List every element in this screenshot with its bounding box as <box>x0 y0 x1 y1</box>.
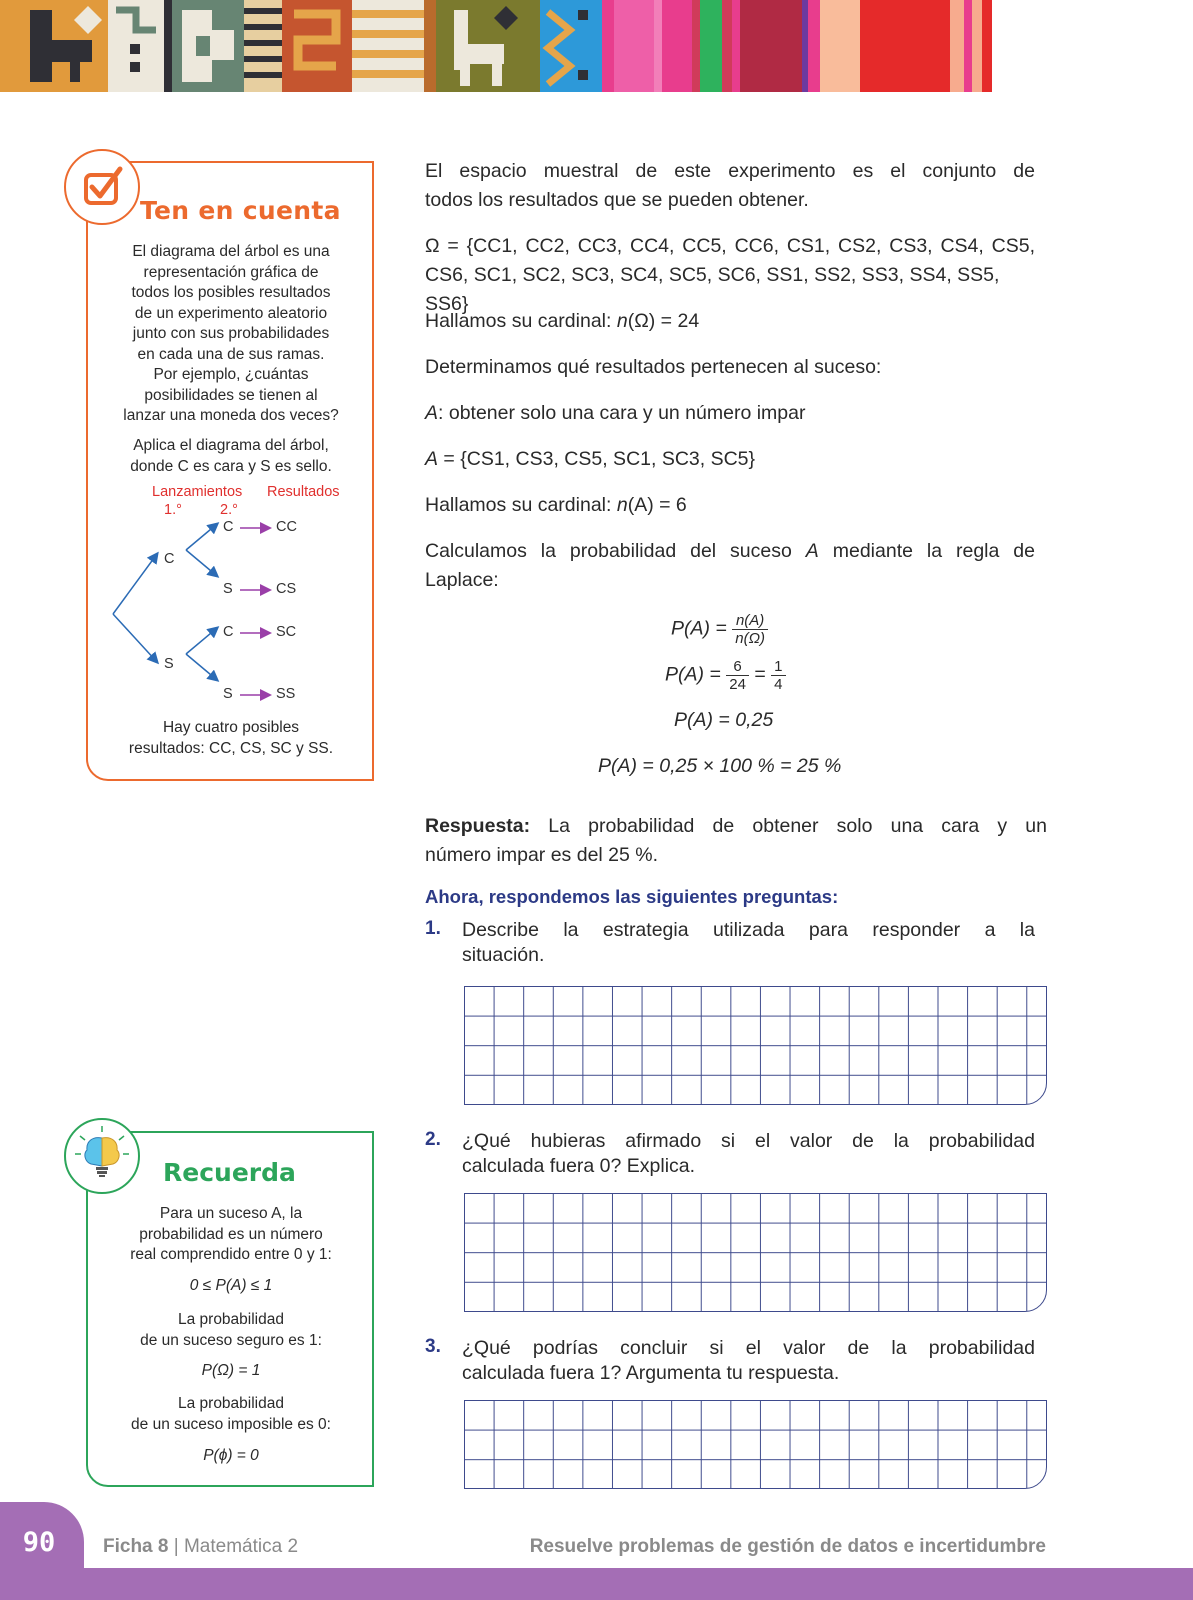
llama-pattern-icon <box>436 0 540 92</box>
brain-lightbulb-icon <box>66 1120 138 1192</box>
sample-space-line-2: CS6, SC1, SC2, SC3, SC4, SC5, SC6, SS1, SS2, SS3, SS4, SS5, SS6} <box>425 264 1000 315</box>
checkbox-check-icon <box>66 151 138 223</box>
tree-result-sc: SC <box>276 624 297 640</box>
question-1-line-2: situación. <box>462 944 545 966</box>
event-set: A = {CS1, CS3, CS5, SC1, SC3, SC5} <box>425 448 756 470</box>
page-number: 90 <box>22 1527 56 1558</box>
tree-result-cc: CC <box>276 519 297 535</box>
pattern-tile <box>352 0 424 92</box>
tip-paragraph-2: Aplica el diagrama del árbol, donde C es cara y S es sello. <box>130 437 332 475</box>
question-3-number: 3. <box>425 1336 441 1357</box>
tip-title: Ten en cuenta <box>140 196 341 225</box>
question-1-line-1: Describe la estrategia utilizada para responder a la <box>462 919 1035 941</box>
tree-node-cc: C <box>223 519 234 535</box>
recuerda-formula-1: 0 ≤ P(A) ≤ 1 <box>189 1277 273 1294</box>
laplace-line-1: Calculamos la probabilidad del suceso A mediante la regla de <box>425 540 1035 562</box>
tree-node-sc: C <box>223 624 234 640</box>
formula-decimal: P(A) = 0,25 <box>674 709 774 731</box>
pattern-tile <box>172 0 244 92</box>
answer-line-1: Respuesta: La probabilidad de obtener solo una cara y un <box>425 815 1047 837</box>
intro-line-2: todos los resultados que se pueden obtener. <box>425 189 809 211</box>
question-3-line-1: ¿Qué podrías concluir si el valor de la probabilidad <box>462 1337 1035 1359</box>
tree-second-throw: 2.° <box>220 502 238 518</box>
answer-line-2: número impar es del 25 %. <box>425 844 659 866</box>
tree-header-lanzamientos: Lanzamientos <box>152 484 243 500</box>
decorative-banner <box>0 0 1193 92</box>
pattern-tile <box>540 0 602 92</box>
tree-node-s: S <box>164 656 174 672</box>
recuerda-paragraph-2: La probabilidad de un suceso seguro es 1: <box>140 1311 322 1349</box>
question-2-line-1: ¿Qué hubieras afirmado si el valor de la probabilidad <box>462 1130 1035 1152</box>
tree-diagram-lines <box>100 510 300 710</box>
pattern-tile <box>244 0 282 92</box>
question-3-line-2: calculada fuera 1? Argumenta tu respuesta. <box>462 1362 840 1384</box>
tree-result-ss: SS <box>276 686 296 702</box>
question-2-number: 2. <box>425 1129 441 1150</box>
footer-bar <box>0 1568 1193 1600</box>
tip-paragraph-1: El diagrama del árbol es una representación gráfica de todos los posibles resultados de un experimento aleatorio junto con sus probabilidades en cada una de sus ramas. Por ejemplo, ¿cuántas posibilidades se tienen al lanzar una moneda dos veces? <box>123 243 339 424</box>
tree-header-resultados: Resultados <box>267 484 340 500</box>
question-2-line-2: calculada fuera 0? Explica. <box>462 1155 696 1177</box>
determine-line: Determinamos qué resultados pertenecen al suceso: <box>425 356 882 378</box>
tree-node-c: C <box>164 551 175 567</box>
answer-grid-1[interactable] <box>464 986 1047 1105</box>
event-definition: A: obtener solo una cara y un número impar <box>425 402 806 424</box>
tip-badge <box>64 149 140 225</box>
llama-pattern-icon <box>22 0 108 92</box>
recuerda-paragraph-1: Para un suceso A, la probabilidad es un número real comprendido entre 0 y 1: <box>130 1205 332 1263</box>
laplace-line-2: Laplace: <box>425 569 499 591</box>
cardinal-omega: Hallamos su cardinal: n(Ω) = 24 <box>425 310 700 332</box>
tree-result-cs: CS <box>276 581 297 597</box>
recuerda-paragraph-3: La probabilidad de un suceso imposible es 0: <box>131 1395 331 1433</box>
question-1-number: 1. <box>425 918 441 939</box>
pattern-tile <box>108 0 164 92</box>
tree-node-cs: S <box>223 581 233 597</box>
tree-node-ss: S <box>223 686 233 702</box>
footer-unit-title: Resuelve problemas de gestión de datos e incertidumbre <box>529 1536 1046 1557</box>
formula-percent: P(A) = 0,25 × 100 % = 25 % <box>598 755 842 777</box>
footer-ficha: Ficha 8 | Matemática 2 <box>103 1536 299 1557</box>
sample-space-line-1: Ω = {CC1, CC2, CC3, CC4, CC5, CC6, CS1, CS2, CS3, CS4, CS5, <box>425 235 1035 257</box>
pattern-tile <box>282 0 352 92</box>
recuerda-formula-2: P(Ω) = 1 <box>201 1362 261 1379</box>
cardinal-event: Hallamos su cardinal: n(A) = 6 <box>425 494 687 516</box>
intro-line-1: El espacio muestral de este experimento es el conjunto de <box>425 160 1035 182</box>
tip-paragraph-3: Hay cuatro posibles resultados: CC, CS, SC y SS. <box>128 719 334 757</box>
recuerda-title: Recuerda <box>163 1158 296 1187</box>
formula-substitution: P(A) = $\frac{6}{24}$ = $\frac{1}{4}$ <box>665 658 786 693</box>
formula-laplace: P(A) = $\frac{n(A)}{n(\Omega)}$ <box>671 612 768 647</box>
tree-first-throw: 1.° <box>164 502 182 518</box>
questions-heading: Ahora, respondemos las siguientes preguntas: <box>425 886 839 907</box>
recuerda-formula-3: P(ϕ) = 0 <box>203 1447 259 1464</box>
answer-grid-3[interactable] <box>464 1400 1047 1489</box>
recuerda-badge <box>64 1118 140 1194</box>
answer-grid-2[interactable] <box>464 1193 1047 1312</box>
